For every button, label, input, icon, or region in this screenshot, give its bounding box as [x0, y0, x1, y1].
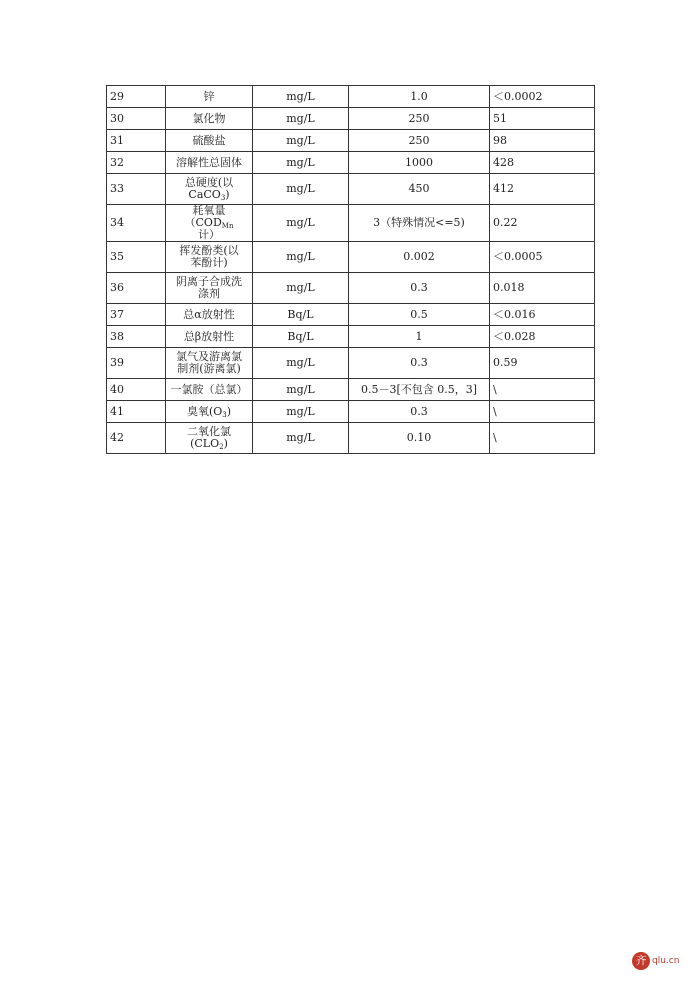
name-text: 臭氧(O: [186, 404, 223, 418]
table-row: [107, 108, 595, 130]
subscript: 2: [219, 443, 224, 451]
test-result: 0.018: [490, 273, 595, 304]
name-line-1: 阴离子合成洗: [176, 275, 242, 288]
row-number: 30: [107, 108, 166, 130]
indicator-name: [166, 174, 253, 205]
name-end: ): [226, 404, 232, 418]
name-line-2: 涤剂: [198, 287, 220, 300]
name-line-1: 耗氧量（COD: [184, 204, 226, 229]
unit-cell: mg/L: [253, 379, 349, 401]
limit-value: 1: [349, 326, 490, 348]
limit-value: 250: [349, 130, 490, 152]
site-watermark: [632, 948, 692, 974]
indicator-name: 总α放射性: [166, 304, 253, 326]
indicator-name: 氯化物: [166, 108, 253, 130]
unit-cell: mg/L: [253, 348, 349, 379]
name-line-1: 总硬度(以: [184, 176, 234, 189]
limit-value: 0.3: [349, 273, 490, 304]
unit-cell: Bq/L: [253, 304, 349, 326]
table-row: [107, 304, 595, 326]
row-number: 39: [107, 348, 166, 379]
table-row: [107, 379, 595, 401]
limit-value: 0.10: [349, 423, 490, 454]
row-number: 40: [107, 379, 166, 401]
test-result: ＜0.0005: [490, 242, 595, 273]
row-number: 35: [107, 242, 166, 273]
test-result: ＜0.0002: [490, 86, 595, 108]
name-line-2: 苯酚计): [190, 256, 228, 269]
test-result: 0.22: [490, 205, 595, 242]
table-row: [107, 423, 595, 454]
name-line-2-end: ): [225, 188, 230, 201]
subscript: 3: [222, 410, 227, 419]
test-result: 428: [490, 152, 595, 174]
limit-value: 0.3: [349, 401, 490, 423]
indicator-name: [166, 242, 253, 273]
row-number: 29: [107, 86, 166, 108]
row-number: 42: [107, 423, 166, 454]
indicator-name: [166, 401, 253, 423]
limit-value: 3（特殊情况<=5): [349, 205, 490, 242]
unit-cell: Bq/L: [253, 326, 349, 348]
name-line-2: 制剂(游离氯): [177, 362, 241, 375]
table-row: [107, 205, 595, 242]
table-row: [107, 326, 595, 348]
unit-cell: mg/L: [253, 205, 349, 242]
limit-value: 450: [349, 174, 490, 205]
table-row: [107, 273, 595, 304]
table-row: [107, 174, 595, 205]
name-line-1: 挥发酚类(以: [179, 244, 239, 257]
unit-cell: mg/L: [253, 130, 349, 152]
test-result: ＜0.028: [490, 326, 595, 348]
table-row: [107, 86, 595, 108]
test-result: 98: [490, 130, 595, 152]
indicator-name: [166, 205, 253, 242]
row-number: 38: [107, 326, 166, 348]
row-number: 32: [107, 152, 166, 174]
water-quality-table: [106, 85, 595, 454]
name-line-2: 计）: [198, 228, 220, 241]
row-number: 33: [107, 174, 166, 205]
limit-value: 0.3: [349, 348, 490, 379]
indicator-name: 硫酸盐: [166, 130, 253, 152]
indicator-name: 锌: [166, 86, 253, 108]
row-number: 36: [107, 273, 166, 304]
unit-cell: mg/L: [253, 242, 349, 273]
subscript: Mn: [221, 222, 234, 230]
row-number: 37: [107, 304, 166, 326]
test-result: \: [490, 423, 595, 454]
unit-cell: mg/L: [253, 152, 349, 174]
indicator-name: 总β放射性: [166, 326, 253, 348]
indicator-name: [166, 273, 253, 304]
limit-value: 1000: [349, 152, 490, 174]
unit-cell: mg/L: [253, 401, 349, 423]
test-result: 51: [490, 108, 595, 130]
limit-value: 1.0: [349, 86, 490, 108]
name-line-1: 氯气及游离氯: [176, 350, 242, 363]
unit-cell: mg/L: [253, 108, 349, 130]
unit-cell: mg/L: [253, 273, 349, 304]
table-row: [107, 242, 595, 273]
unit-cell: mg/L: [253, 174, 349, 205]
unit-cell: mg/L: [253, 423, 349, 454]
table-row: [107, 130, 595, 152]
watermark-text: qlu.cn: [652, 956, 680, 966]
row-number: 41: [107, 401, 166, 423]
name-line-2: (CLO: [190, 437, 220, 450]
subscript: 3: [220, 194, 226, 202]
limit-value: 250: [349, 108, 490, 130]
table-row: [107, 401, 595, 423]
test-result: \: [490, 379, 595, 401]
test-result: \: [490, 401, 595, 423]
row-number: 31: [107, 130, 166, 152]
table-row: [107, 348, 595, 379]
seal-icon: 齐: [632, 952, 650, 970]
indicator-name: 溶解性总固体: [166, 152, 253, 174]
indicator-name: [166, 423, 253, 454]
unit-cell: mg/L: [253, 86, 349, 108]
test-result: ＜0.016: [490, 304, 595, 326]
name-line-1: 二氧化氯: [187, 425, 231, 438]
row-number: 34: [107, 205, 166, 242]
name-line-2: CaCO: [188, 188, 221, 201]
limit-value: 0.5: [349, 304, 490, 326]
test-result: 0.59: [490, 348, 595, 379]
limit-value: 0.5－3[不包含 0.5，3]: [349, 379, 490, 401]
name-line-2-end: ): [223, 437, 228, 450]
test-result: 412: [490, 174, 595, 205]
limit-value: 0.002: [349, 242, 490, 273]
indicator-name: 一氯胺（总氯）: [166, 379, 253, 401]
indicator-name: [166, 348, 253, 379]
table-row: [107, 152, 595, 174]
